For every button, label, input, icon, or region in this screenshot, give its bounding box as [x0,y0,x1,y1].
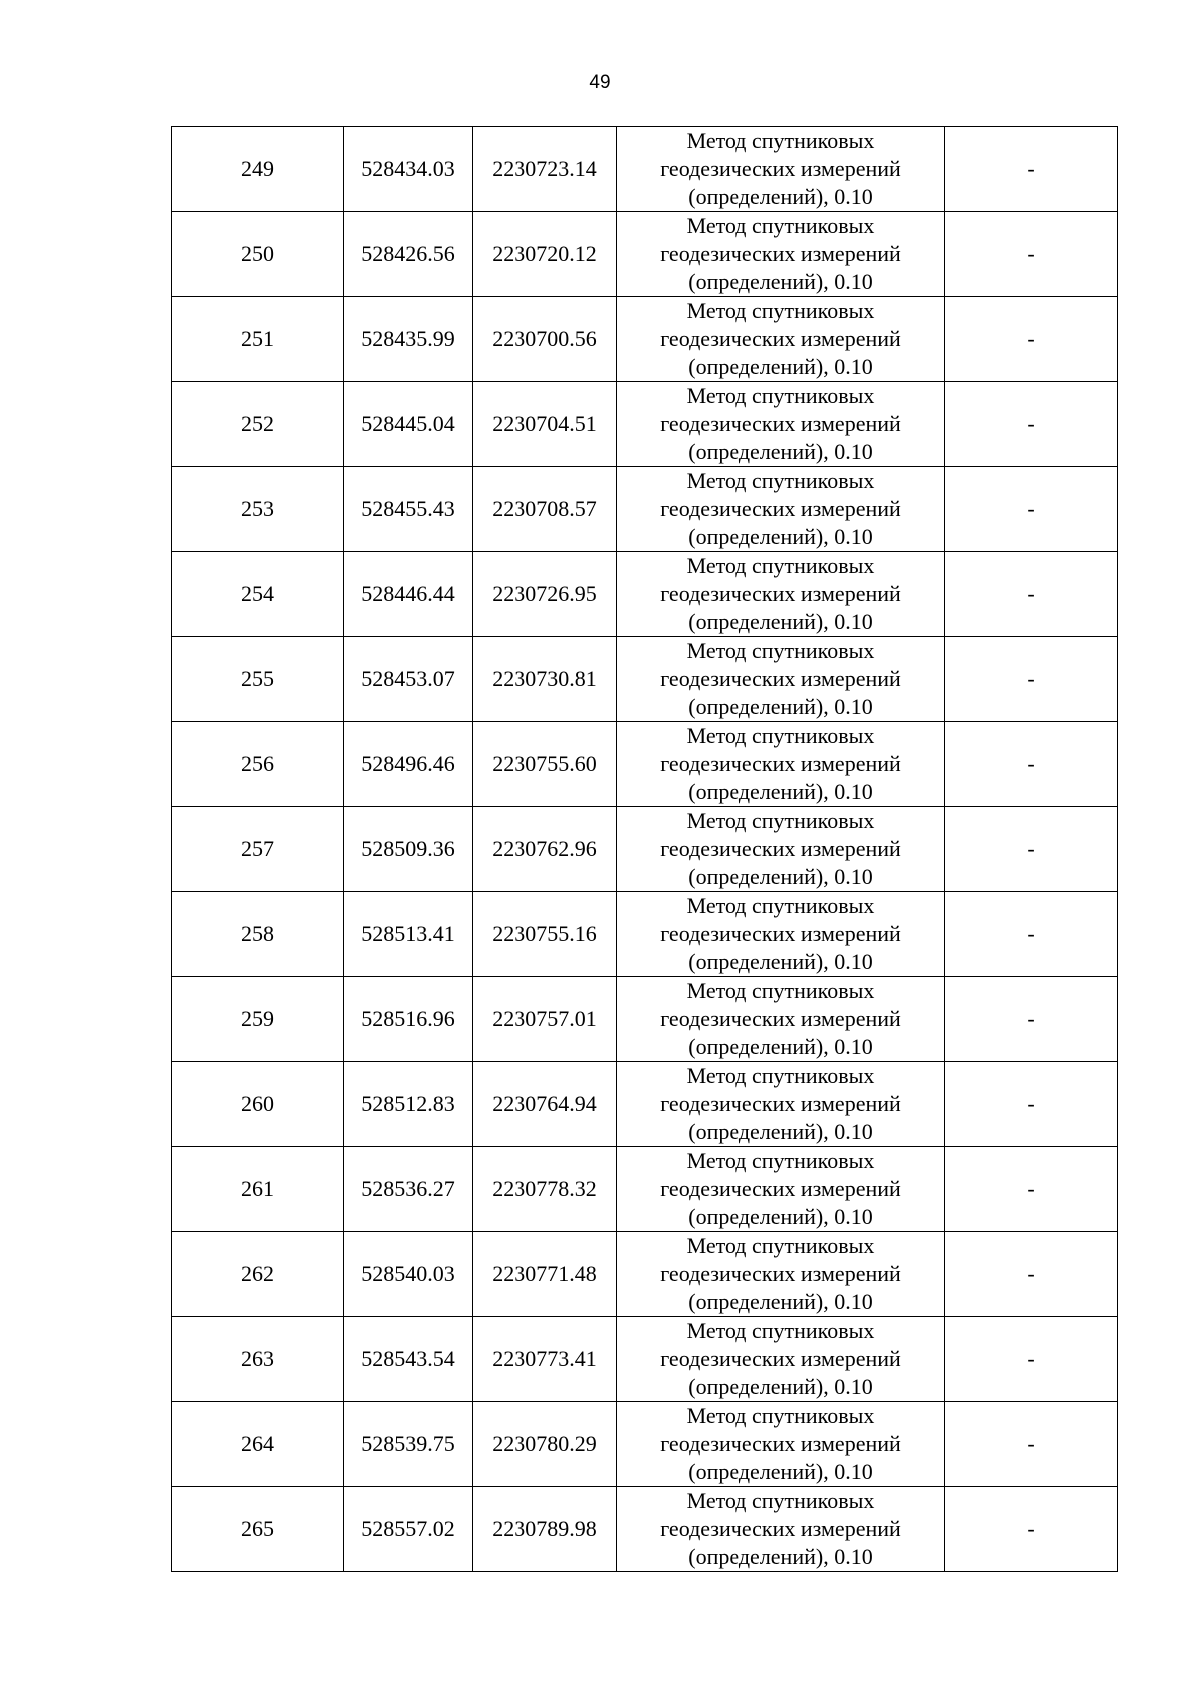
note-cell: - [945,467,1118,552]
coordinates-table [171,126,1118,1572]
y-coordinate-cell: 2230771.48 [473,1232,617,1317]
point-number-cell: 262 [172,1232,344,1317]
y-coordinate-cell: 2230755.60 [473,722,617,807]
method-cell: Метод спутниковых геодезических измерений (определений), 0.10 [617,297,945,382]
point-number-cell: 257 [172,807,344,892]
x-coordinate-cell: 528509.36 [344,807,473,892]
y-coordinate-cell: 2230762.96 [473,807,617,892]
note-cell: - [945,212,1118,297]
point-number-cell: 252 [172,382,344,467]
y-coordinate-cell: 2230780.29 [473,1402,617,1487]
table-row [172,977,1118,1062]
x-coordinate-cell: 528539.75 [344,1402,473,1487]
table-row [172,722,1118,807]
y-coordinate-cell: 2230757.01 [473,977,617,1062]
method-cell: Метод спутниковых геодезических измерений (определений), 0.10 [617,467,945,552]
method-cell: Метод спутниковых геодезических измерений (определений), 0.10 [617,1147,945,1232]
table-row [172,1062,1118,1147]
table-row [172,892,1118,977]
table-row [172,1487,1118,1572]
point-number-cell: 253 [172,467,344,552]
method-cell: Метод спутниковых геодезических измерений (определений), 0.10 [617,722,945,807]
y-coordinate-cell: 2230755.16 [473,892,617,977]
y-coordinate-cell: 2230778.32 [473,1147,617,1232]
x-coordinate-cell: 528536.27 [344,1147,473,1232]
point-number-cell: 259 [172,977,344,1062]
note-cell: - [945,1232,1118,1317]
method-cell: Метод спутниковых геодезических измерений (определений), 0.10 [617,807,945,892]
y-coordinate-cell: 2230720.12 [473,212,617,297]
note-cell: - [945,127,1118,212]
note-cell: - [945,1487,1118,1572]
x-coordinate-cell: 528557.02 [344,1487,473,1572]
note-cell: - [945,1147,1118,1232]
y-coordinate-cell: 2230723.14 [473,127,617,212]
note-cell: - [945,722,1118,807]
y-coordinate-cell: 2230708.57 [473,467,617,552]
note-cell: - [945,1062,1118,1147]
table-row [172,637,1118,722]
note-cell: - [945,637,1118,722]
method-cell: Метод спутниковых геодезических измерений (определений), 0.10 [617,1232,945,1317]
point-number-cell: 263 [172,1317,344,1402]
x-coordinate-cell: 528453.07 [344,637,473,722]
y-coordinate-cell: 2230726.95 [473,552,617,637]
point-number-cell: 261 [172,1147,344,1232]
method-cell: Метод спутниковых геодезических измерений (определений), 0.10 [617,127,945,212]
method-cell: Метод спутниковых геодезических измерений (определений), 0.10 [617,1317,945,1402]
table-row [172,212,1118,297]
method-cell: Метод спутниковых геодезических измерений (определений), 0.10 [617,892,945,977]
x-coordinate-cell: 528512.83 [344,1062,473,1147]
y-coordinate-cell: 2230704.51 [473,382,617,467]
table-row [172,127,1118,212]
note-cell: - [945,1402,1118,1487]
table-row [172,1147,1118,1232]
x-coordinate-cell: 528496.46 [344,722,473,807]
table-row [172,1317,1118,1402]
x-coordinate-cell: 528543.54 [344,1317,473,1402]
x-coordinate-cell: 528455.43 [344,467,473,552]
note-cell: - [945,297,1118,382]
note-cell: - [945,1317,1118,1402]
point-number-cell: 265 [172,1487,344,1572]
x-coordinate-cell: 528516.96 [344,977,473,1062]
table-row [172,1402,1118,1487]
x-coordinate-cell: 528426.56 [344,212,473,297]
y-coordinate-cell: 2230789.98 [473,1487,617,1572]
table-row [172,807,1118,892]
point-number-cell: 256 [172,722,344,807]
note-cell: - [945,892,1118,977]
method-cell: Метод спутниковых геодезических измерений (определений), 0.10 [617,637,945,722]
point-number-cell: 255 [172,637,344,722]
page-number: 49 [589,72,611,93]
x-coordinate-cell: 528434.03 [344,127,473,212]
note-cell: - [945,977,1118,1062]
x-coordinate-cell: 528540.03 [344,1232,473,1317]
note-cell: - [945,382,1118,467]
method-cell: Метод спутниковых геодезических измерений (определений), 0.10 [617,1062,945,1147]
point-number-cell: 249 [172,127,344,212]
point-number-cell: 254 [172,552,344,637]
y-coordinate-cell: 2230730.81 [473,637,617,722]
x-coordinate-cell: 528445.04 [344,382,473,467]
table-body [172,127,1118,1572]
point-number-cell: 264 [172,1402,344,1487]
y-coordinate-cell: 2230773.41 [473,1317,617,1402]
point-number-cell: 260 [172,1062,344,1147]
table-row [172,1232,1118,1317]
table-row [172,382,1118,467]
method-cell: Метод спутниковых геодезических измерений (определений), 0.10 [617,1402,945,1487]
method-cell: Метод спутниковых геодезических измерений (определений), 0.10 [617,1487,945,1572]
y-coordinate-cell: 2230764.94 [473,1062,617,1147]
point-number-cell: 251 [172,297,344,382]
table-row [172,467,1118,552]
x-coordinate-cell: 528446.44 [344,552,473,637]
method-cell: Метод спутниковых геодезических измерений (определений), 0.10 [617,977,945,1062]
point-number-cell: 250 [172,212,344,297]
point-number-cell: 258 [172,892,344,977]
note-cell: - [945,807,1118,892]
x-coordinate-cell: 528435.99 [344,297,473,382]
table-row [172,552,1118,637]
x-coordinate-cell: 528513.41 [344,892,473,977]
method-cell: Метод спутниковых геодезических измерений (определений), 0.10 [617,552,945,637]
note-cell: - [945,552,1118,637]
table-row [172,297,1118,382]
method-cell: Метод спутниковых геодезических измерений (определений), 0.10 [617,212,945,297]
y-coordinate-cell: 2230700.56 [473,297,617,382]
method-cell: Метод спутниковых геодезических измерений (определений), 0.10 [617,382,945,467]
